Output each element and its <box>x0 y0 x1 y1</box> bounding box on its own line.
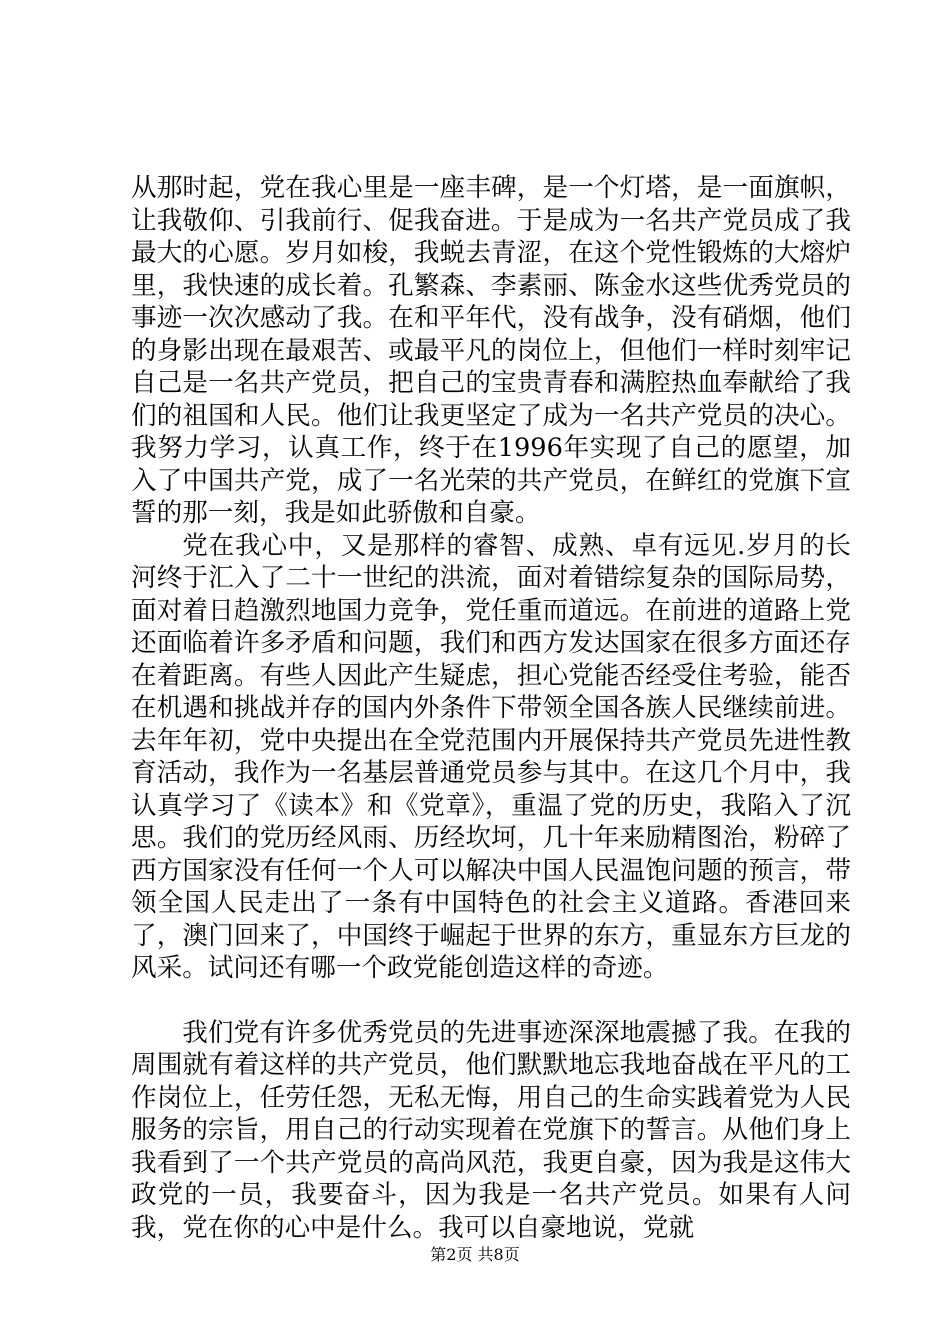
document-body <box>131 172 851 1244</box>
document-page <box>131 0 851 1344</box>
page-number-footer: 第2页 共8页 <box>430 1245 520 1264</box>
paragraph-spacer <box>131 985 851 1017</box>
paragraph-2: 党在我心中，又是那样的睿智、成熟、卓有远见.岁月的长河终于汇入了二十一世纪的洪流，面对着错综复杂的国际局势，面对着日趋激烈地国力竞争，党任重而道远。在前进的道路上党还面临着许多矛盾和问题，我们和西方发达国家在很多方面还存在着距离。有些人因此产生疑虑，担心党能否经受住考验，能否在机遇和挑战并存的国内外条件下带领全国各族人民继续前进。去年年初，党中央提出在全党范围内开展保持共产党员先进性教育活动，我作为一名基层普通党员参与其中。在这几个月中，我认真学习了《读本》和《党章》，重温了党的历史，我陷入了沉思。我们的党历经风雨、历经坎坷，几十年来励精图治，粉碎了西方国家没有任何一个人可以解决中国人民温饱问题的预言，带领全国人民走出了一条有中国特色的社会主义道路。香港回来了，澳门回来了，中国终于崛起于世界的东方，重显东方巨龙的风采。试问还有哪一个政党能创造这样的奇迹。 <box>131 530 851 983</box>
paragraph-3: 我们党有许多优秀党员的先进事迹深深地震撼了我。在我的周围就有着这样的共产党员，他们默默地忘我地奋战在平凡的工作岗位上，任劳任怨，无私无悔，用自己的生命实践着党为人民服务的宗旨，用自己的行动实现着在党旗下的誓言。从他们身上我看到了一个共产党员的高尚风范，我更自豪，因为我是这伟大政党的一员，我要奋斗，因为我是一名共产党员。如果有人问我，党在你的心中是什么。我可以自豪地说，党就 <box>131 1017 851 1243</box>
paragraph-1: 从那时起，党在我心里是一座丰碑，是一个灯塔，是一面旗帜，让我敬仰、引我前行、促我奋进。于是成为一名共产党员成了我最大的心愿。岁月如梭，我蜕去青涩，在这个党性锻炼的大熔炉里，我快速的成长着。孔繁森、李素丽、陈金水这些优秀党员的事迹一次次感动了我。在和平年代，没有战争，没有硝烟，他们的身影出现在最艰苦、或最平凡的岗位上，但他们一样时刻牢记自己是一名共产党员，把自己的宝贵青春和满腔热血奉献给了我们的祖国和人民。他们让我更坚定了成为一名共产党员的决心。我努力学习，认真工作，终于在1996年实现了自己的愿望，加入了中国共产党，成了一名光荣的共产党员，在鲜红的党旗下宣誓的那一刻，我是如此骄傲和自豪。 <box>131 173 851 528</box>
